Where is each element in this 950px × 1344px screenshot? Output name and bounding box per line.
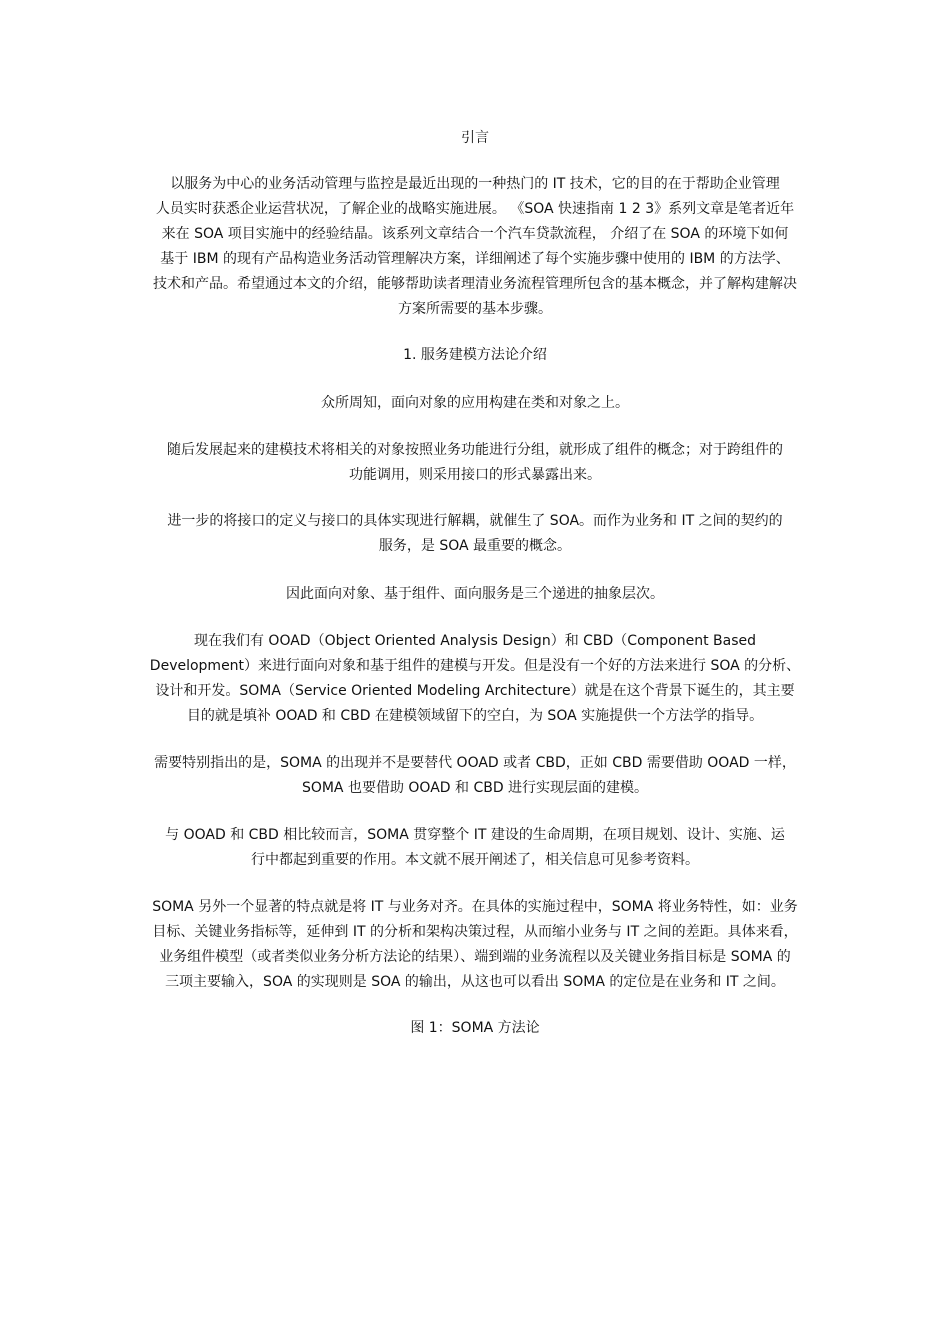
paragraph-soa: 进一步的将接口的定义与接口的具体实现进行解耦，就催生了 SOA。而作为业务和 IT 之间的契约的 服务，是 SOA 最重要的概念。 [167,513,783,554]
section-heading: 1. 服务建模方法论介绍 [403,347,547,363]
document-title: 引言 [461,130,489,146]
intro-paragraph: 以服务为中心的业务活动管理与监控是最近出现的一种热门的 IT 技术，它的目的在于帮助企业管理 人员实时获悉企业运营状况，了解企业的战略实施进展。 《SOA 快速指南 1 2 3》系列文章是笔者近年 来在 SOA 项目实施中的经验结晶。该系列文章结合一个汽车贷款流程， 介绍了在 SOA 的环境下如何 基于 IBM 的现有产品构造业务活动管理解决方案，详细阐述了每个实施步骤中使用的 IBM 的方法学、 技术和产品。希望通过本文的介绍，能够帮助读者理清业务流程管理所包含的基本概念，并了解构建解决 方案所需要的基本步骤。 [153,176,797,317]
paragraph-oo: 众所周知，面向对象的应用构建在类和对象之上。 [321,395,629,411]
paragraph-soma-alignment: SOMA 另外一个显著的特点就是将 IT 与业务对齐。在具体的实施过程中，SOMA 将业务特性，如：业务 目标、关键业务指标等，延伸到 IT 的分析和架构决策过程，从而缩小业务与 IT 之间的差距。具体来看， 业务组件模型（或者类似业务分析方法论的结果）、端到端的业务流程以及关键业务指目标是 SOMA 的 三项主要输入，SOA 的实现则是 SOA 的输出，从这也可以看出 SOMA 的定位是在业务和 IT 之间。 [152,899,798,990]
paragraph-soma-intro: 现在我们有 OOAD（Object Oriented Analysis Design）和 CBD（Component Based Development）来进行面向对象和基于组件的建模与开发。但是没有一个好的方法来进行 SOA 的分析、 设计和开发。SOMA（Service Oriented Modeling Architecture）就是在这个背景下诞生的，其主要 目的就是填补 OOAD 和 CBD 在建模领域留下的空白，为 SOA 实施提供一个方法学的指导。 [149,633,801,724]
paragraph-soma-lifecycle: 与 OOAD 和 CBD 相比较而言，SOMA 贯穿整个 IT 建设的生命周期，在项目规划、设计、实施、运 行中都起到重要的作用。本文就不展开阐述了，相关信息可见参考资料。 [165,827,785,868]
paragraph-abstraction-levels: 因此面向对象、基于组件、面向服务是三个递进的抽象层次。 [286,586,664,602]
paragraph-components: 随后发展起来的建模技术将相关的对象按照业务功能进行分组，就形成了组件的概念；对于跨组件的 功能调用，则采用接口的形式暴露出来。 [167,442,783,483]
figure-caption: 图 1：SOMA 方法论 [410,1020,540,1036]
paragraph-soma-not-replace: 需要特别指出的是，SOMA 的出现并不是要替代 OOAD 或者 CBD，正如 CBD 需要借助 OOAD 一样， SOMA 也要借助 OOAD 和 CBD 进行实现层面的建模。 [154,755,796,796]
